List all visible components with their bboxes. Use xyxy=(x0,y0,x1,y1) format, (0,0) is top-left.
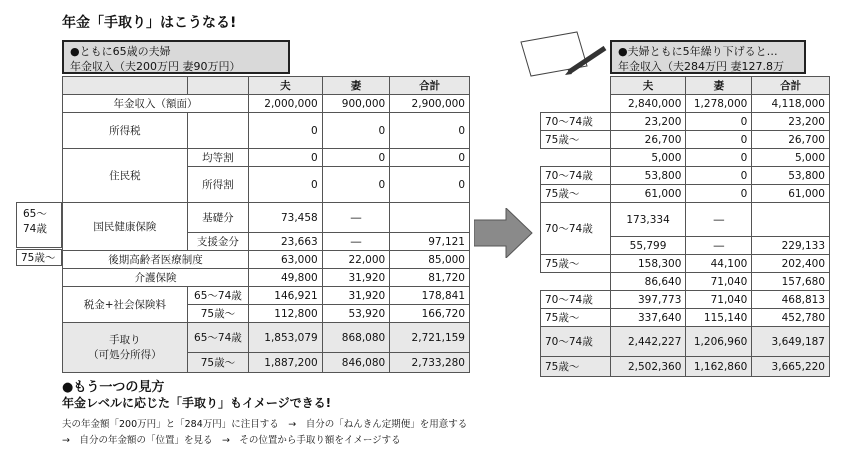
table-row: 75歳～ 2,502,360 1,162,860 3,665,220 xyxy=(541,357,830,377)
table-row: 国民健康保険 基礎分 73,458 ― xyxy=(63,203,470,233)
col-wife: 妻 xyxy=(322,77,389,95)
left-table xyxy=(62,76,470,373)
memo-pen-icon xyxy=(515,28,607,78)
table-row: 75歳～ 112,800 53,920 166,720 xyxy=(63,305,470,323)
table-row: 70～74歳 53,800 0 53,800 xyxy=(541,167,830,185)
right-scenario-box xyxy=(610,40,806,74)
section-heading: ●もう一つの見方 xyxy=(62,380,165,395)
table-row: 5,000 0 5,000 xyxy=(541,149,830,167)
table-row: 86,640 71,040 157,680 xyxy=(541,273,830,291)
table-row: 住民税 均等割 0 0 0 xyxy=(63,149,470,167)
table-row: 手取り （可処分所得） 65～74歳 1,853,079 868,080 2,721,159 xyxy=(63,323,470,353)
table-row: 75歳～ 337,640 115,140 452,780 xyxy=(541,309,830,327)
table-row: 55,799 ― 229,133 xyxy=(541,237,830,255)
right-scenario-line1: ●夫婦ともに5年繰り下げると… xyxy=(618,45,778,58)
right-scenario-line2: 年金収入（夫284万円 妻127.8万 xyxy=(618,60,784,73)
table-row: 2,840,000 1,278,000 4,118,000 xyxy=(541,95,830,113)
table-row: 70～74歳 173,334 ― xyxy=(541,203,830,237)
age-label-75: 75歳～ xyxy=(16,249,62,266)
table-row: 税金+社会保険料 65～74歳 146,921 31,920 178,841 xyxy=(63,287,470,305)
left-scenario-line2: 年金収入（夫200万円 妻90万円） xyxy=(70,60,241,73)
table-row: 75歳～ 61,000 0 61,000 xyxy=(541,185,830,203)
table-row: 70～74歳 2,442,227 1,206,960 3,649,187 xyxy=(541,327,830,357)
table-row: 所得割 0 0 0 xyxy=(63,167,470,203)
col-husband: 夫 xyxy=(249,77,323,95)
table-row: 年金収入（額面） 2,000,000 900,000 2,900,000 xyxy=(63,95,470,113)
page-title: 年金「手取り」はこうなる! xyxy=(62,15,237,31)
note-line-2: → 自分の年金額の「位置」を見る → その位置から手取り額をイメージする xyxy=(62,435,401,446)
left-scenario-line1: ●ともに65歳の夫婦 xyxy=(70,45,171,58)
right-arrow-icon xyxy=(474,208,534,258)
table-row: 75歳～ 1,887,200 846,080 2,733,280 xyxy=(63,353,470,373)
table-row: 75歳～ 158,300 44,100 202,400 xyxy=(541,255,830,273)
section-subheading: 年金レベルに応じた「手取り」もイメージできる! xyxy=(62,396,332,410)
table-row: 後期高齢者医療制度 63,000 22,000 85,000 xyxy=(63,251,470,269)
table-row: 70～74歳 397,773 71,040 468,813 xyxy=(541,291,830,309)
table-row: 所得税 0 0 0 xyxy=(63,113,470,149)
left-scenario-box xyxy=(62,40,290,74)
table-row: 75歳～ 26,700 0 26,700 xyxy=(541,131,830,149)
col-total: 合計 xyxy=(390,77,470,95)
table-row: 70～74歳 23,200 0 23,200 xyxy=(541,113,830,131)
age-label-65-74: 65～ 74歳 xyxy=(16,202,62,248)
table-row: 介護保険 49,800 31,920 81,720 xyxy=(63,269,470,287)
right-table: 夫 妻 合計 2,840,000 1,278,000 4,118,000 70～74歳 23,200 0 23,200 75歳～ 26,700 0 26,700 5,000 0 5,000 70～74歳 53,800 0 53,800 75歳～ 61,000 0 61,000 70～74歳 173,334 ― 55,799 ― 229,133 75歳～ 158,300 44,100 202,400 86,640 71,040 157,680 70～74歳 397,773 71,040 468,813 75歳～ 337,640 115,140 452,780 70～74歳 2,442,227 1,206,960 3,649,187 75歳～ 2,502,360 1,162,860 3,665,220 xyxy=(540,76,830,377)
table-row: 支援金分 23,663 ― 97,121 xyxy=(63,233,470,251)
note-line-1: 夫の年金額「200万円」と「284万円」に注目する → 自分の「ねんきん定期便」を用意する xyxy=(62,419,468,430)
